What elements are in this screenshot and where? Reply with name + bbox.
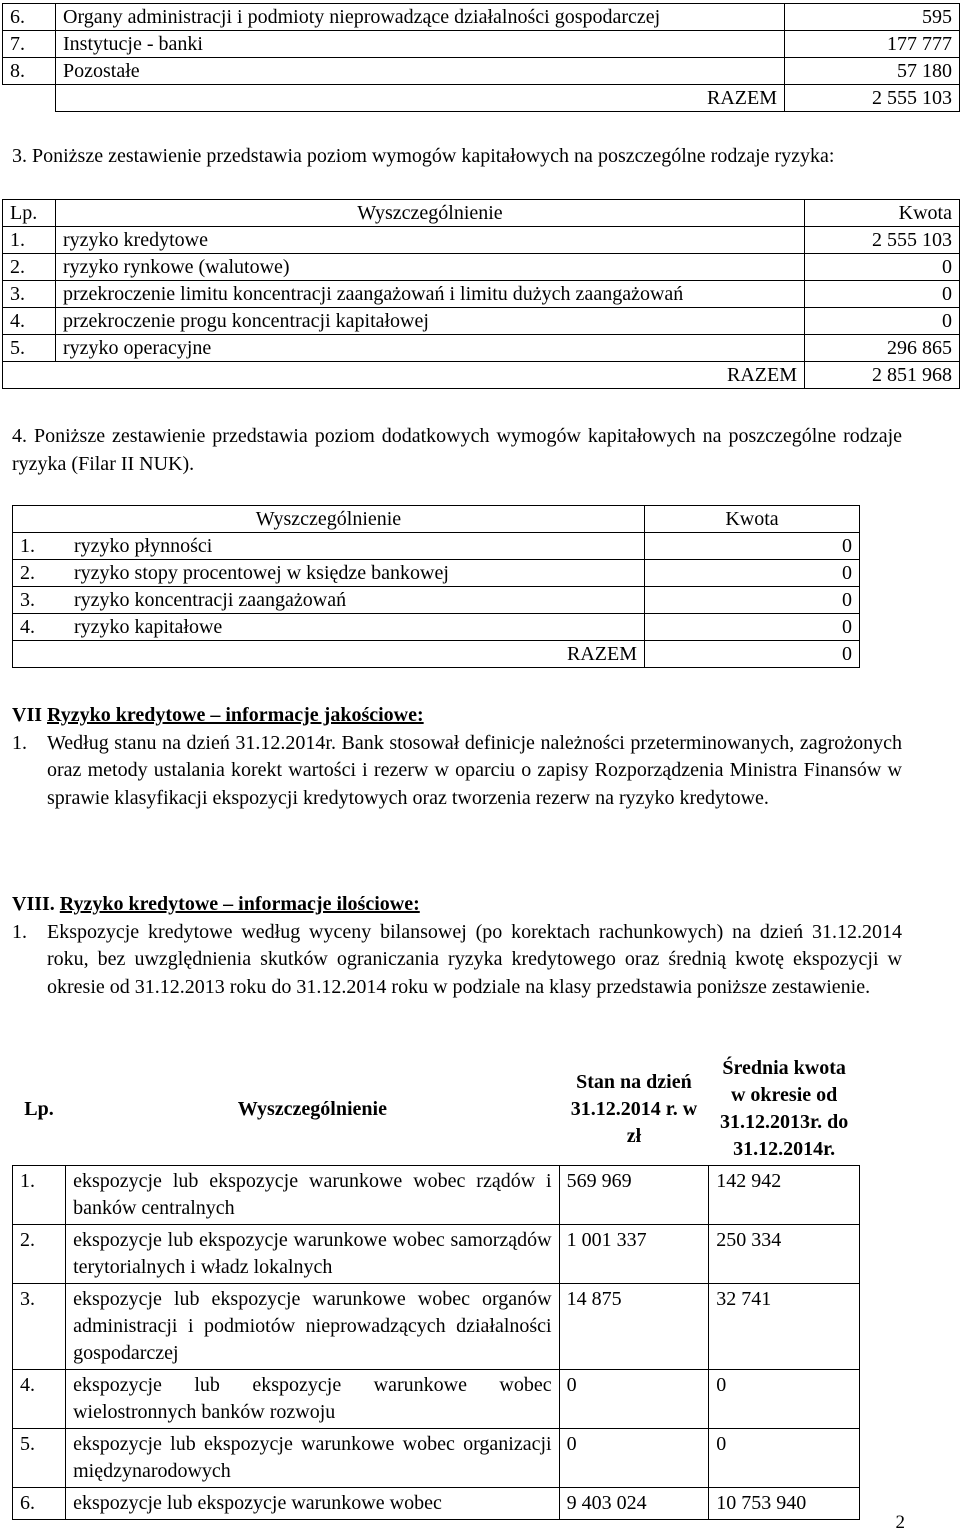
row-lp: 8.: [3, 58, 56, 85]
row-label: przekroczenie progu koncentracji kapitałowej: [56, 308, 805, 335]
row-lp: 3.: [3, 281, 56, 308]
row-col2: 32 741: [709, 1284, 860, 1370]
row-col2: 142 942: [709, 1166, 860, 1225]
row-value: 0: [645, 533, 860, 560]
row-lp: 5.: [3, 335, 56, 362]
table-row: [3, 58, 960, 85]
header-label: Wyszczególnienie: [13, 506, 645, 533]
header-value: Kwota: [805, 200, 960, 227]
header-lp: Lp.: [3, 200, 56, 227]
row-col2: 0: [709, 1429, 860, 1488]
row-label: ekspozycje lub ekspozycje warunkowe wobec: [66, 1488, 560, 1520]
section-8-heading: VIII. Ryzyko kredytowe – informacje ilościowe:: [12, 893, 420, 915]
row-label: ryzyko rynkowe (walutowe): [56, 254, 805, 281]
table-header-row: [13, 506, 860, 533]
section-8: [12, 891, 902, 1001]
table-total-row: [3, 85, 960, 112]
table-row: [13, 1166, 860, 1225]
total-label: RAZEM: [3, 362, 805, 389]
row-value: 0: [805, 254, 960, 281]
row-lp: 5.: [13, 1429, 66, 1488]
row-value: 296 865: [805, 335, 960, 362]
table-row: [3, 4, 960, 31]
row-col1: 14 875: [559, 1284, 709, 1370]
row-lp: 2.: [13, 560, 68, 587]
row-label: ekspozycje lub ekspozycje warunkowe wobec organizacji międzynarodowych: [66, 1429, 560, 1488]
row-value: 0: [645, 614, 860, 641]
table-row: [3, 308, 960, 335]
header-lp: Lp.: [24, 1097, 54, 1120]
row-col1: 0: [559, 1370, 709, 1429]
row-value: 0: [805, 281, 960, 308]
paragraph-3: 3. Poniższe zestawienie przedstawia poziom wymogów kapitałowych na poszczególne rodzaje ryzyka:: [12, 145, 835, 167]
section-7-heading: VII Ryzyko kredytowe – informacje jakościowe:: [12, 704, 424, 726]
table-row: [3, 31, 960, 58]
row-label: ryzyko płynności: [67, 533, 645, 560]
header-label: Wyszczególnienie: [56, 200, 805, 227]
row-col1: 569 969: [559, 1166, 709, 1225]
total-label: RAZEM: [13, 641, 645, 668]
table-row: [13, 587, 860, 614]
row-lp: 3.: [13, 1284, 66, 1370]
row-lp: 3.: [13, 587, 68, 614]
header-col2: Średnia kwota w okresie od 31.12.2013r. do 31.12.2014r.: [720, 1057, 849, 1160]
row-value: 595: [785, 4, 960, 31]
row-label: ryzyko operacyjne: [56, 335, 805, 362]
header-label: Wyszczególnienie: [237, 1097, 387, 1120]
row-lp: 6.: [3, 4, 56, 31]
row-label: ekspozycje lub ekspozycje warunkowe wobec samorządów terytorialnych i władz lokalnych: [66, 1225, 560, 1284]
row-label: ekspozycje lub ekspozycje warunkowe wobec organów administracji i podmiotów nieprowadzących działalności gospodarczej: [66, 1284, 560, 1370]
section-7-item: 1. Według stanu na dzień 31.12.2014r. Bank stosował definicje należności przeterminowanych, zagrożonych oraz metody ustalania korekt wartości i rezerw w oparciu o zapisy Rozporządzenia Ministra Finansów w sprawie klasyfikacji ekspozycji kredytowych oraz tworzenia rezerw na ryzyko kredytowe.: [12, 730, 902, 813]
row-col1: 0: [559, 1429, 709, 1488]
table-header-row: [3, 200, 960, 227]
table-row: [13, 1284, 860, 1370]
table-row: [3, 335, 960, 362]
row-value: 0: [645, 587, 860, 614]
row-col2: 0: [709, 1370, 860, 1429]
row-label: ekspozycje lub ekspozycje warunkowe wobec rządów i banków centralnych: [66, 1166, 560, 1225]
table-row: [13, 533, 860, 560]
page-number: 2: [895, 1512, 905, 1533]
table-additional-requirements: [12, 505, 860, 668]
table-row: [13, 1429, 860, 1488]
table-header-row: [13, 1053, 860, 1166]
row-lp: 1.: [13, 1166, 66, 1225]
row-lp: 2.: [3, 254, 56, 281]
table-credit-exposures: [12, 1053, 860, 1520]
row-lp: 4.: [3, 308, 56, 335]
row-col2: 250 334: [709, 1225, 860, 1284]
row-lp: 4.: [13, 614, 68, 641]
section-8-text: Ekspozycje kredytowe według wyceny bilansowej (po korektach rachunkowych) na dzień 31.12.2014 roku, bez uwzględnienia skutków ograniczania ryzyka kredytowego oraz średnią kwotę ekspozycji w okresie od 31.12.2013 roku do 31.12.2014 roku w podziale na klasy przedstawia poniższe zestawienie.: [47, 920, 902, 998]
row-lp: 4.: [13, 1370, 66, 1429]
header-value: Kwota: [645, 506, 860, 533]
table-row: [13, 614, 860, 641]
row-label: Pozostałe: [56, 58, 785, 85]
table-sector-exposures: [2, 3, 960, 112]
row-lp: 1.: [13, 533, 68, 560]
table-row: [13, 1488, 860, 1520]
row-label: ryzyko kredytowe: [56, 227, 805, 254]
row-label: ryzyko kapitałowe: [67, 614, 645, 641]
row-value: 0: [645, 560, 860, 587]
table-row: [3, 227, 960, 254]
total-value: 2 851 968: [805, 362, 960, 389]
row-lp: 6.: [13, 1488, 66, 1520]
table-row: [3, 254, 960, 281]
section-8-item: 1. Ekspozycje kredytowe według wyceny bilansowej (po korektach rachunkowych) na dzień 31.12.2014 roku, bez uwzględnienia skutków ograniczania ryzyka kredytowego oraz średnią kwotę ekspozycji w okresie od 31.12.2013 roku do 31.12.2014 roku w podziale na klasy przedstawia poniższe zestawienie.: [12, 919, 902, 1002]
row-label: ekspozycje lub ekspozycje warunkowe wobec wielostronnych banków rozwoju: [66, 1370, 560, 1429]
section-7-text: Według stanu na dzień 31.12.2014r. Bank stosował definicje należności przeterminowanych, zagrożonych oraz metody ustalania korekt wartości i rezerw w oparciu o zapisy Rozporządzenia Ministra Finansów w sprawie klasyfikacji ekspozycji kredytowych oraz tworzenia rezerw na ryzyko kredytowe.: [47, 731, 902, 809]
row-value: 57 180: [785, 58, 960, 85]
row-value: 0: [805, 308, 960, 335]
paragraph-4: 4. Poniższe zestawienie przedstawia poziom dodatkowych wymogów kapitałowych na poszczególne rodzaje ryzyka (Filar II NUK).: [12, 425, 902, 475]
total-value: 0: [645, 641, 860, 668]
row-lp: 1.: [3, 227, 56, 254]
table-total-row: [3, 362, 960, 389]
total-label: RAZEM: [56, 85, 785, 112]
total-value: 2 555 103: [785, 85, 960, 112]
header-col1: Stan na dzień 31.12.2014 r. w zł: [570, 1070, 698, 1147]
row-lp: 2.: [13, 1225, 66, 1284]
row-label: Instytucje - banki: [56, 31, 785, 58]
row-value: 177 777: [785, 31, 960, 58]
table-row: [13, 1225, 860, 1284]
table-capital-requirements: [2, 199, 960, 389]
table-row: [13, 1370, 860, 1429]
row-col1: 9 403 024: [559, 1488, 709, 1520]
row-lp: 7.: [3, 31, 56, 58]
row-label: ryzyko stopy procentowej w księdze bankowej: [67, 560, 645, 587]
table-row: [13, 560, 860, 587]
row-label: przekroczenie limitu koncentracji zaangażowań i limitu dużych zaangażowań: [56, 281, 805, 308]
table-row: [3, 281, 960, 308]
row-label: ryzyko koncentracji zaangażowań: [67, 587, 645, 614]
table-total-row: [13, 641, 860, 668]
row-value: 2 555 103: [805, 227, 960, 254]
section-7: [12, 702, 902, 812]
row-label: Organy administracji i podmioty nieprowadzące działalności gospodarczej: [56, 4, 785, 31]
row-col2: 10 753 940: [709, 1488, 860, 1520]
row-col1: 1 001 337: [559, 1225, 709, 1284]
